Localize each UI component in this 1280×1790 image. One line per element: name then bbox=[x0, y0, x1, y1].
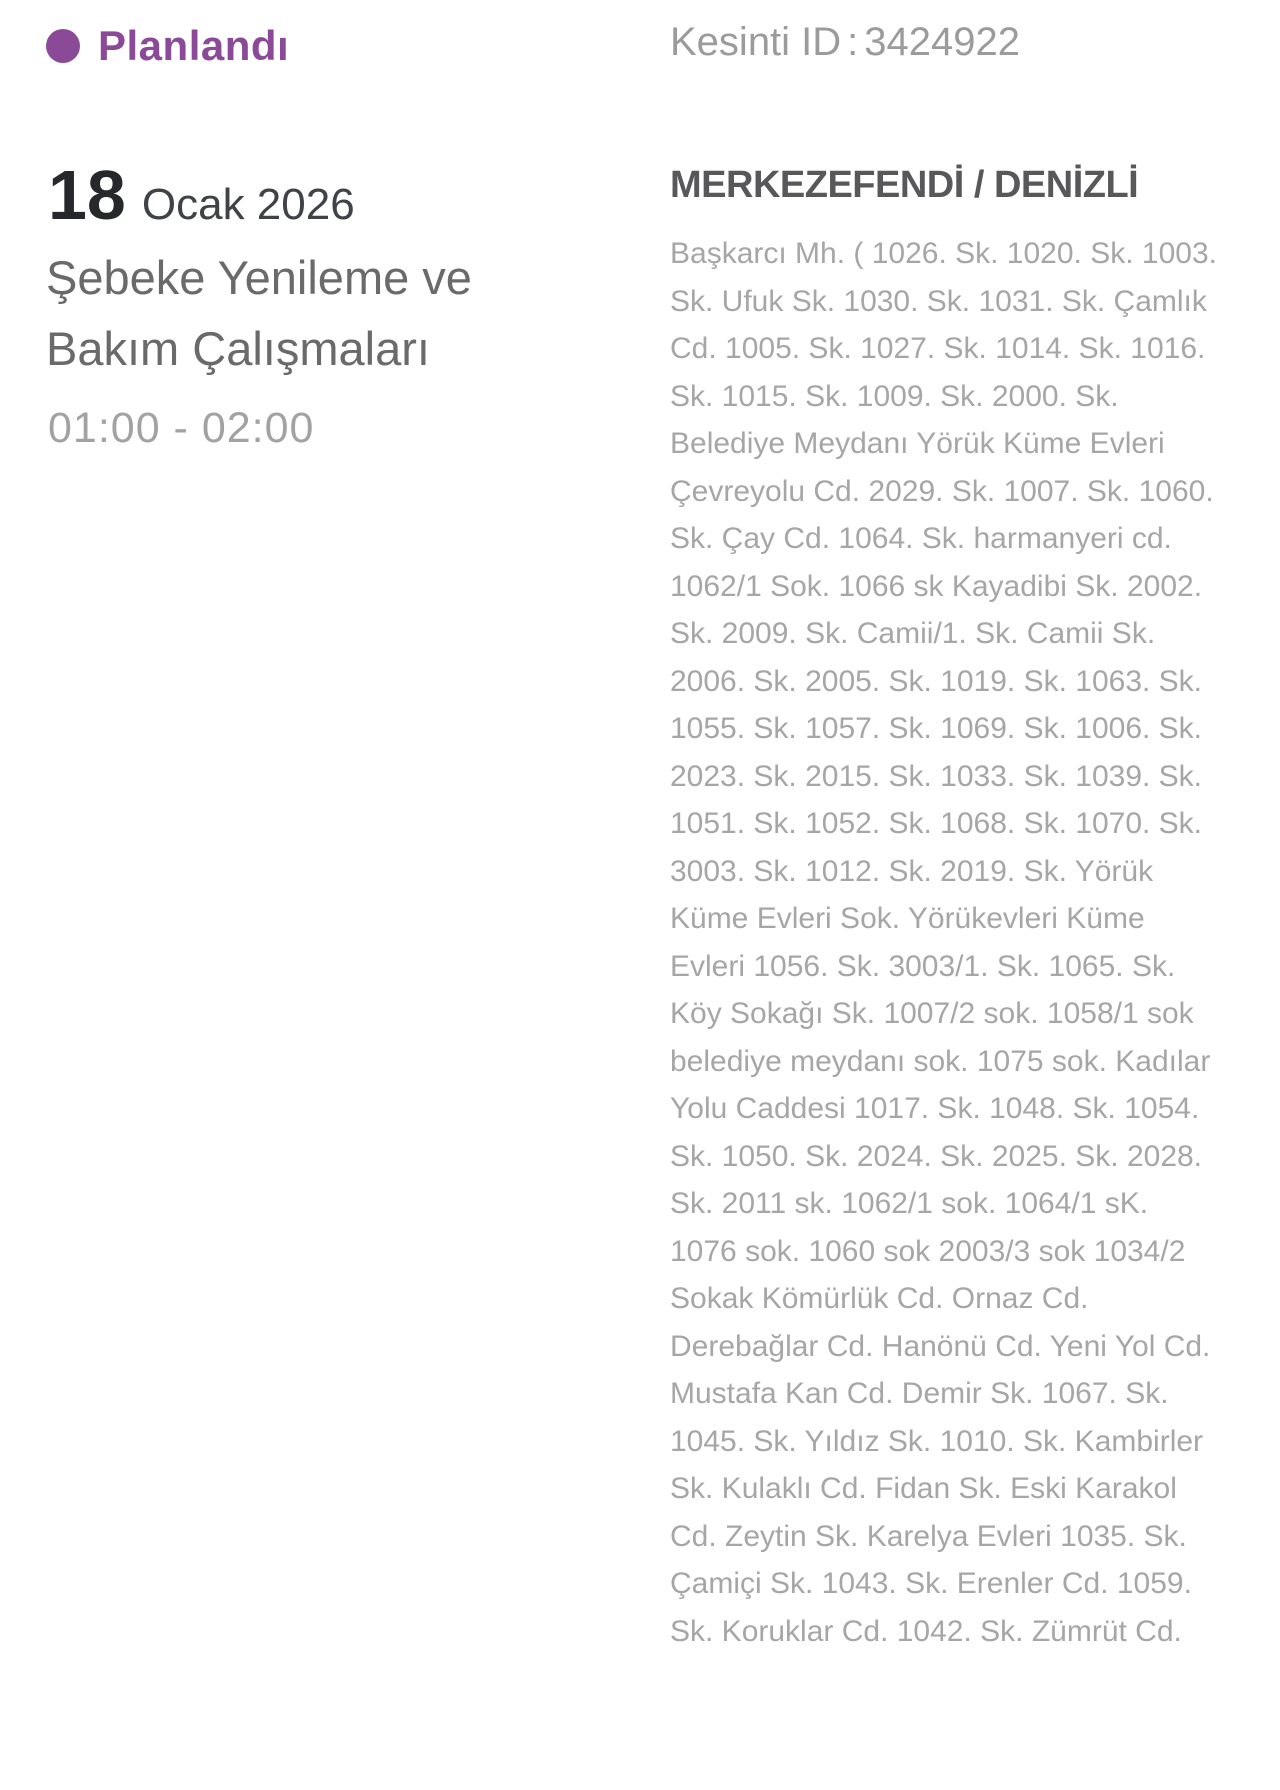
outage-date bbox=[48, 156, 355, 234]
outage-id-separator: : bbox=[847, 20, 859, 64]
date-day: 18 bbox=[48, 156, 126, 234]
time-range: 01:00 - 02:00 bbox=[48, 404, 315, 452]
district-title: MERKEZEFENDİ / DENİZLİ bbox=[670, 164, 1139, 206]
status-row bbox=[46, 22, 289, 70]
status-label: Planlandı bbox=[98, 22, 290, 69]
streets-text: Başkarcı Mh. ( 1026. Sk. 1020. Sk. 1003. Sk. Ufuk Sk. 1030. Sk. 1031. Sk. Çamlık Cd. 1005. Sk. 1027. Sk. 1014. Sk. 1016. Sk. 1015. Sk. 1009. Sk. 2000. Sk. Belediye Meydanı Yörük Küme Evleri Çevreyolu Cd. 2029. Sk. 1007. Sk. 1060. Sk. Çay Cd. 1064. Sk. harmanyeri cd. 1062/1 Sok. 1066 sk Kayadibi Sk. 2002. Sk. 2009. Sk. Camii/1. Sk. Camii Sk. 2006. Sk. 2005. Sk. 1019. Sk. 1063. Sk. 1055. Sk. 1057. Sk. 1069. Sk. 1006. Sk. 2023. Sk. 2015. Sk. 1033. Sk. 1039. Sk. 1051. Sk. 1052. Sk. 1068. Sk. 1070. Sk. 3003. Sk. 1012. Sk. 2019. Sk. Yörük Küme Evleri Sok. Yörükevleri Küme Evleri 1056. Sk. 3003/1. Sk. 1065. Sk. Köy Sokağı Sk. 1007/2 sok. 1058/1 sok belediye meydanı sok. 1075 sok. Kadılar Yolu Caddesi 1017. Sk. 1048. Sk. 1054. Sk. 1050. Sk. 2024. Sk. 2025. Sk. 2028. Sk. 2011 sk. 1062/1 sok. 1064/1 sK. 1076 sok. 1060 sok 2003/3 sok 1034/2 Sokak Kömürlük Cd. Ornaz Cd. Derebağlar Cd. Hanönü Cd. Yeni Yol Cd. Mustafa Kan Cd. Demir Sk. 1067. Sk. 1045. Sk. Yıldız Sk. 1010. Sk. Kambirler Sk. Kulaklı Cd. Fidan Sk. Eski Karakol Cd. Zeytin Sk. Karelya Evleri 1035. Sk. Çamiçi Sk. 1043. Sk. Erenler Cd. 1059. Sk. Koruklar Cd. 1042. Sk. Zümrüt Cd. bbox=[670, 237, 1217, 1648]
outage-id bbox=[670, 20, 1020, 65]
date-month-year: Ocak 2026 bbox=[141, 180, 355, 229]
outage-id-value: 3424922 bbox=[864, 20, 1021, 64]
status-dot-icon bbox=[46, 29, 80, 63]
work-title: Şebeke Yenileme ve Bakım Çalışmaları bbox=[46, 251, 472, 375]
outage-id-label: Kesinti ID bbox=[670, 20, 842, 64]
